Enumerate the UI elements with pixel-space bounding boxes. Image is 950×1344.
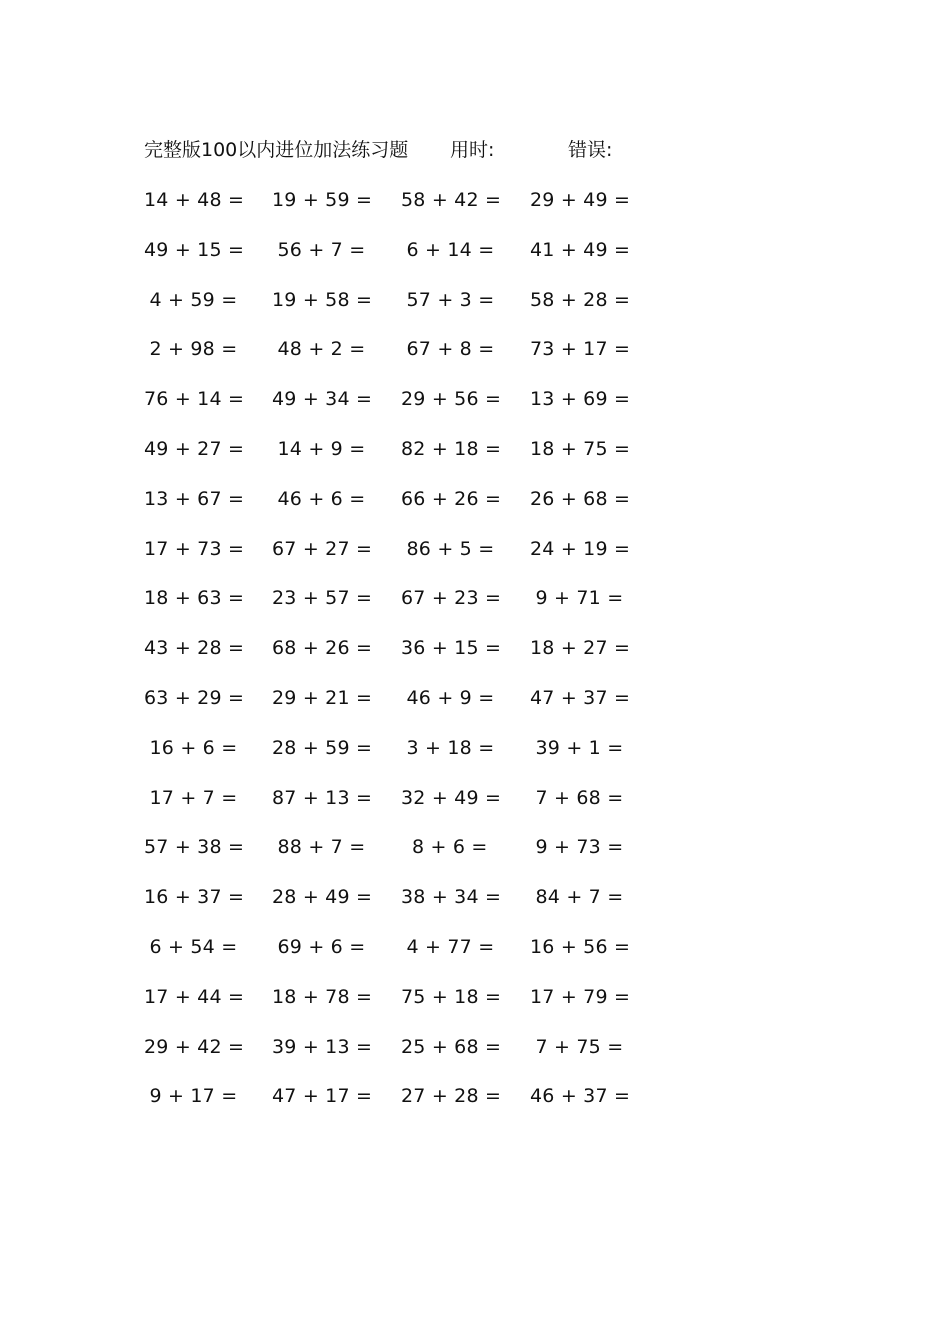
addition-problem: 19 + 59 = (272, 189, 373, 211)
addition-problem: 26 + 68 = (530, 487, 631, 510)
addition-problem: 9 + 73 = (535, 836, 624, 859)
problem-row (144, 634, 644, 684)
addition-problem: 29 + 21 = (272, 686, 373, 709)
addition-problem: 6 + 14 = (406, 238, 495, 261)
addition-problem: 88 + 7 = (277, 836, 366, 859)
addition-problem: 18 + 63 = (144, 587, 245, 610)
addition-problem: 43 + 28 = (144, 637, 245, 660)
error-count-label: 错误: (568, 139, 613, 161)
addition-problem: 9 + 17 = (149, 1085, 238, 1108)
addition-problem: 7 + 68 = (535, 786, 624, 809)
addition-problem: 17 + 7 = (149, 786, 238, 809)
addition-problem: 46 + 9 = (406, 686, 495, 709)
addition-problem: 49 + 34 = (272, 388, 373, 411)
addition-problem: 49 + 27 = (144, 437, 245, 460)
addition-problem: 18 + 78 = (272, 985, 373, 1008)
addition-problem: 39 + 13 = (272, 1035, 373, 1058)
addition-problem: 3 + 18 = (406, 736, 495, 759)
addition-problem: 17 + 44 = (144, 985, 245, 1008)
addition-problem: 29 + 42 = (144, 1035, 245, 1058)
addition-problem: 66 + 26 = (401, 487, 502, 510)
addition-problem: 14 + 9 = (277, 437, 366, 460)
problem-row (144, 186, 644, 236)
addition-problem: 17 + 73 = (144, 537, 245, 560)
problem-row (144, 1082, 644, 1132)
addition-problem: 46 + 6 = (277, 487, 366, 510)
addition-problem: 29 + 56 = (401, 388, 502, 411)
problem-row (144, 734, 644, 784)
addition-problem: 47 + 17 = (272, 1085, 373, 1108)
addition-problem: 39 + 1 = (535, 736, 624, 759)
addition-problem: 57 + 38 = (144, 836, 245, 859)
addition-problem: 47 + 37 = (530, 686, 631, 709)
addition-problem: 49 + 15 = (144, 238, 245, 261)
problem-row (144, 684, 644, 734)
addition-problem: 68 + 26 = (272, 637, 373, 660)
addition-problem: 48 + 2 = (277, 338, 366, 361)
addition-problem: 13 + 69 = (530, 388, 631, 411)
addition-problem: 38 + 34 = (401, 886, 502, 909)
problem-row (144, 286, 644, 336)
addition-problem: 16 + 37 = (144, 886, 245, 909)
addition-problem: 86 + 5 = (406, 537, 495, 560)
problem-row (144, 833, 644, 883)
addition-problem: 4 + 59 = (149, 288, 238, 311)
addition-problem: 4 + 77 = (406, 935, 495, 958)
addition-problem: 67 + 27 = (272, 537, 373, 560)
addition-problem: 67 + 23 = (401, 587, 502, 610)
problem-row (144, 435, 644, 485)
addition-problem: 75 + 18 = (401, 985, 502, 1008)
addition-problem: 17 + 79 = (530, 985, 631, 1008)
addition-problem: 76 + 14 = (144, 388, 245, 411)
addition-problem: 25 + 68 = (401, 1035, 502, 1058)
problem-row (144, 883, 644, 933)
addition-problem: 58 + 42 = (401, 189, 502, 211)
addition-problem: 46 + 37 = (530, 1085, 631, 1108)
problem-row (144, 1033, 644, 1083)
problem-row (144, 933, 644, 983)
problem-row (144, 584, 644, 634)
addition-problem: 27 + 28 = (401, 1085, 502, 1108)
addition-problem: 18 + 75 = (530, 437, 631, 460)
problem-grid (144, 186, 644, 1132)
addition-problem: 14 + 48 = (144, 189, 245, 211)
addition-problem: 56 + 7 = (277, 238, 366, 261)
addition-problem: 18 + 27 = (530, 637, 631, 660)
addition-problem: 24 + 19 = (530, 537, 631, 560)
addition-problem: 13 + 67 = (144, 487, 245, 510)
addition-problem: 23 + 57 = (272, 587, 373, 610)
problem-row (144, 784, 644, 834)
addition-problem: 82 + 18 = (401, 437, 502, 460)
addition-problem: 28 + 49 = (272, 886, 373, 909)
addition-problem: 6 + 54 = (149, 935, 238, 958)
addition-problem: 87 + 13 = (272, 786, 373, 809)
problem-row (144, 535, 644, 585)
addition-problem: 19 + 58 = (272, 288, 373, 311)
addition-problem: 36 + 15 = (401, 637, 502, 660)
problem-row (144, 385, 644, 435)
addition-problem: 69 + 6 = (277, 935, 366, 958)
problem-row (144, 335, 644, 385)
addition-problem: 28 + 59 = (272, 736, 373, 759)
addition-problem: 84 + 7 = (535, 886, 624, 909)
addition-problem: 73 + 17 = (530, 338, 631, 361)
addition-problem: 2 + 98 = (149, 338, 238, 361)
addition-problem: 57 + 3 = (406, 288, 495, 311)
problem-row (144, 485, 644, 535)
addition-problem: 16 + 56 = (530, 935, 631, 958)
addition-problem: 41 + 49 = (530, 238, 631, 261)
addition-problem: 9 + 71 = (535, 587, 624, 610)
problem-row (144, 236, 644, 286)
addition-problem: 32 + 49 = (401, 786, 502, 809)
addition-problem: 8 + 6 = (412, 836, 488, 859)
addition-problem: 63 + 29 = (144, 686, 245, 709)
problem-row (144, 983, 644, 1033)
worksheet-title: 完整版100以内进位加法练习题 (144, 139, 409, 161)
addition-problem: 58 + 28 = (530, 288, 631, 311)
addition-problem: 16 + 6 = (149, 736, 238, 759)
time-used-label: 用时: (450, 139, 495, 161)
addition-problem: 7 + 75 = (535, 1035, 624, 1058)
addition-problem: 67 + 8 = (406, 338, 495, 361)
addition-problem: 29 + 49 = (530, 189, 631, 211)
